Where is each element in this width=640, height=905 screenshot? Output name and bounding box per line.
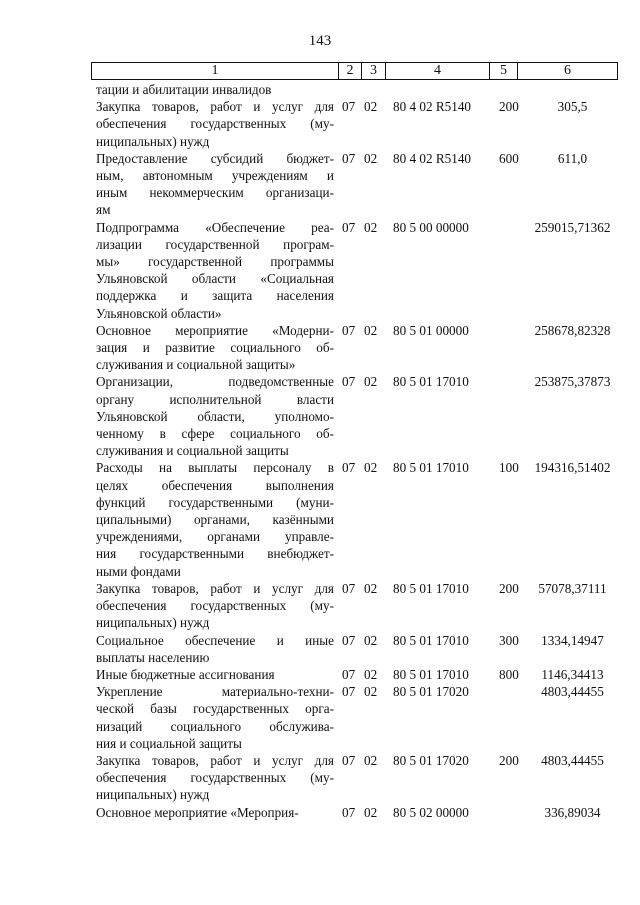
table-row xyxy=(96,632,618,666)
page-number: 143 xyxy=(308,33,332,49)
description-line: поддержка и защита населения xyxy=(96,288,334,304)
row-target-article: 80 5 01 00000 xyxy=(393,322,469,338)
description-line: Ульяновской области, уполномо- xyxy=(96,408,334,424)
description-line: обеспечения государственных (му- xyxy=(96,770,334,786)
description-line: ния и социальной защиты xyxy=(96,735,242,751)
description-line: низаций социального обслужива- xyxy=(96,718,334,734)
description-line: Социальное обеспечение и иные xyxy=(96,632,334,648)
header-col-4: 4 xyxy=(385,63,489,79)
table-row xyxy=(96,98,618,150)
row-description xyxy=(96,666,334,683)
row-section xyxy=(334,81,356,98)
row-amount: 253875,37873 xyxy=(534,374,611,390)
description-line: мы» государственной программы xyxy=(96,254,334,270)
row-description xyxy=(96,322,334,374)
row-amount xyxy=(527,81,618,98)
row-expense-type: 200 xyxy=(499,580,519,596)
row-subsection: 02 xyxy=(364,219,378,235)
description-line: ным, автономным учреждениям и xyxy=(96,168,334,184)
description-line: Подпрограмма «Обеспечение реа- xyxy=(96,219,334,235)
row-expense-type xyxy=(499,322,527,374)
row-subsection: 02 xyxy=(364,752,378,768)
row-amount: 4803,44455 xyxy=(541,752,604,768)
row-amount: 336,89034 xyxy=(544,804,601,820)
description-line: служивания и социальной защиты xyxy=(96,443,289,459)
row-target-article: 80 5 01 17010 xyxy=(393,580,469,596)
table-row xyxy=(96,322,618,374)
table-header xyxy=(91,62,618,80)
table-row xyxy=(96,81,618,98)
row-subsection: 02 xyxy=(364,684,378,700)
row-subsection xyxy=(356,81,378,98)
row-description xyxy=(96,752,334,804)
row-subsection: 02 xyxy=(364,150,378,166)
row-target-article: 80 4 02 R5140 xyxy=(393,99,472,115)
row-section: 07 xyxy=(342,322,356,338)
description-line: ниципальных) нужд xyxy=(96,787,210,803)
description-line: Основное мероприятие «Модерни- xyxy=(96,322,334,338)
row-subsection: 02 xyxy=(364,99,378,115)
description-line: Закупка товаров, работ и услуг для xyxy=(96,752,334,768)
row-description xyxy=(96,150,334,219)
row-section: 07 xyxy=(342,752,356,768)
table-row xyxy=(96,666,618,683)
description-line: выплаты населению xyxy=(96,649,210,665)
row-target-article: 80 5 01 17010 xyxy=(393,666,469,682)
row-amount: 258678,82328 xyxy=(534,322,611,338)
row-target-article: 80 5 01 17010 xyxy=(393,460,469,476)
description-line: Ульяновской области «Социальная xyxy=(96,271,334,287)
header-col-5: 5 xyxy=(489,63,517,79)
header-col-6: 6 xyxy=(517,63,617,79)
row-target-article: 80 5 01 17020 xyxy=(393,684,469,700)
row-amount: 611,0 xyxy=(557,150,588,166)
description-line: зация и развитие социального об- xyxy=(96,340,334,356)
description-line: Расходы на выплаты персоналу в xyxy=(96,460,334,476)
description-line: целях обеспечения выполнения xyxy=(96,477,334,493)
row-expense-type xyxy=(499,81,527,98)
description-line: служивания и социальной защиты» xyxy=(96,357,296,373)
row-description xyxy=(96,373,334,459)
row-amount: 1146,34413 xyxy=(541,666,604,682)
row-target-article: 80 5 01 17010 xyxy=(393,632,469,648)
table-row xyxy=(96,683,618,752)
row-expense-type xyxy=(499,219,527,322)
table-row xyxy=(96,459,618,579)
table-row xyxy=(96,752,618,804)
header-col-2: 2 xyxy=(338,63,361,79)
description-line: ными фондами xyxy=(96,563,181,579)
row-target-article: 80 5 02 00000 xyxy=(393,804,469,820)
table-body xyxy=(96,81,618,821)
row-section: 07 xyxy=(342,374,356,390)
description-line: обеспечения государственных (му- xyxy=(96,598,334,614)
description-line: лизации государственной програм- xyxy=(96,236,334,252)
row-expense-type: 300 xyxy=(499,632,519,648)
description-line: ческой базы государственных орга- xyxy=(96,701,334,717)
row-target-article: 80 4 02 R5140 xyxy=(393,150,472,166)
row-expense-type xyxy=(499,373,527,459)
row-section: 07 xyxy=(342,666,356,682)
description-line: органу исполнительной власти xyxy=(96,391,334,407)
table-row xyxy=(96,804,618,821)
row-expense-type: 200 xyxy=(499,752,519,768)
description-line: учреждениями, органами управле- xyxy=(96,529,334,545)
description-line: ниципальных) нужд xyxy=(96,133,210,149)
row-expense-type: 600 xyxy=(499,150,519,166)
table-row xyxy=(96,219,618,322)
description-line: Предоставление субсидий бюджет- xyxy=(96,150,334,166)
row-target-article: 80 5 01 17020 xyxy=(393,752,469,768)
header-col-1: 1 xyxy=(211,63,219,78)
table-row xyxy=(96,150,618,219)
row-section: 07 xyxy=(342,804,356,820)
row-subsection: 02 xyxy=(364,804,378,820)
header-col-3: 3 xyxy=(361,63,385,79)
row-target-article: 80 5 01 17010 xyxy=(393,374,469,390)
row-amount: 4803,44455 xyxy=(541,684,604,700)
row-section: 07 xyxy=(342,99,356,115)
row-expense-type xyxy=(499,804,527,821)
row-description xyxy=(96,219,334,322)
description-line: иным некоммерческим организаци- xyxy=(96,185,334,201)
row-description xyxy=(96,81,334,98)
row-amount: 259015,71362 xyxy=(534,219,611,235)
description-line: тации и абилитации инвалидов xyxy=(96,82,272,97)
row-description xyxy=(96,683,334,752)
description-line: Укрепление материально-техни- xyxy=(96,684,334,700)
row-description xyxy=(96,580,334,632)
row-target-article xyxy=(378,81,499,98)
table-row xyxy=(96,580,618,632)
row-section: 07 xyxy=(342,632,356,648)
description-line: ям xyxy=(96,202,111,218)
row-amount: 57078,37111 xyxy=(538,580,607,596)
description-line: функций государственными (муни- xyxy=(96,494,334,510)
row-amount: 1334,14947 xyxy=(541,632,604,648)
description-line: ния государственными внебюджет- xyxy=(96,546,334,562)
row-section: 07 xyxy=(342,684,356,700)
row-expense-type: 800 xyxy=(499,666,519,682)
row-subsection: 02 xyxy=(364,322,378,338)
table-row xyxy=(96,373,618,459)
description-line: Закупка товаров, работ и услуг для xyxy=(96,99,334,115)
row-expense-type: 200 xyxy=(499,99,519,115)
description-line: ченному в сфере социального об- xyxy=(96,426,334,442)
row-section: 07 xyxy=(342,460,356,476)
row-subsection: 02 xyxy=(364,632,378,648)
description-line: Организации, подведомственные xyxy=(96,374,334,390)
row-expense-type xyxy=(499,683,527,752)
row-target-article: 80 5 00 00000 xyxy=(393,219,469,235)
row-section: 07 xyxy=(342,150,356,166)
row-section: 07 xyxy=(342,580,356,596)
description-line: обеспечения государственных (му- xyxy=(96,116,334,132)
row-description xyxy=(96,459,334,579)
row-amount: 194316,51402 xyxy=(534,460,611,476)
row-subsection: 02 xyxy=(364,666,378,682)
row-expense-type: 100 xyxy=(499,460,519,476)
row-description xyxy=(96,632,334,666)
description-line: Ульяновской области» xyxy=(96,305,222,321)
row-subsection: 02 xyxy=(364,580,378,596)
row-subsection: 02 xyxy=(364,460,378,476)
row-description xyxy=(96,98,334,150)
row-description xyxy=(96,804,334,821)
description-line: Закупка товаров, работ и услуг для xyxy=(96,580,334,596)
row-subsection: 02 xyxy=(364,374,378,390)
description-line: ципальными) органами, казёнными xyxy=(96,512,334,528)
description-line: Основное мероприятие «Мероприя- xyxy=(96,804,299,820)
description-line: ниципальных) нужд xyxy=(96,615,210,631)
row-amount: 305,5 xyxy=(557,99,588,115)
description-line: Иные бюджетные ассигнования xyxy=(96,666,275,682)
row-section: 07 xyxy=(342,219,356,235)
